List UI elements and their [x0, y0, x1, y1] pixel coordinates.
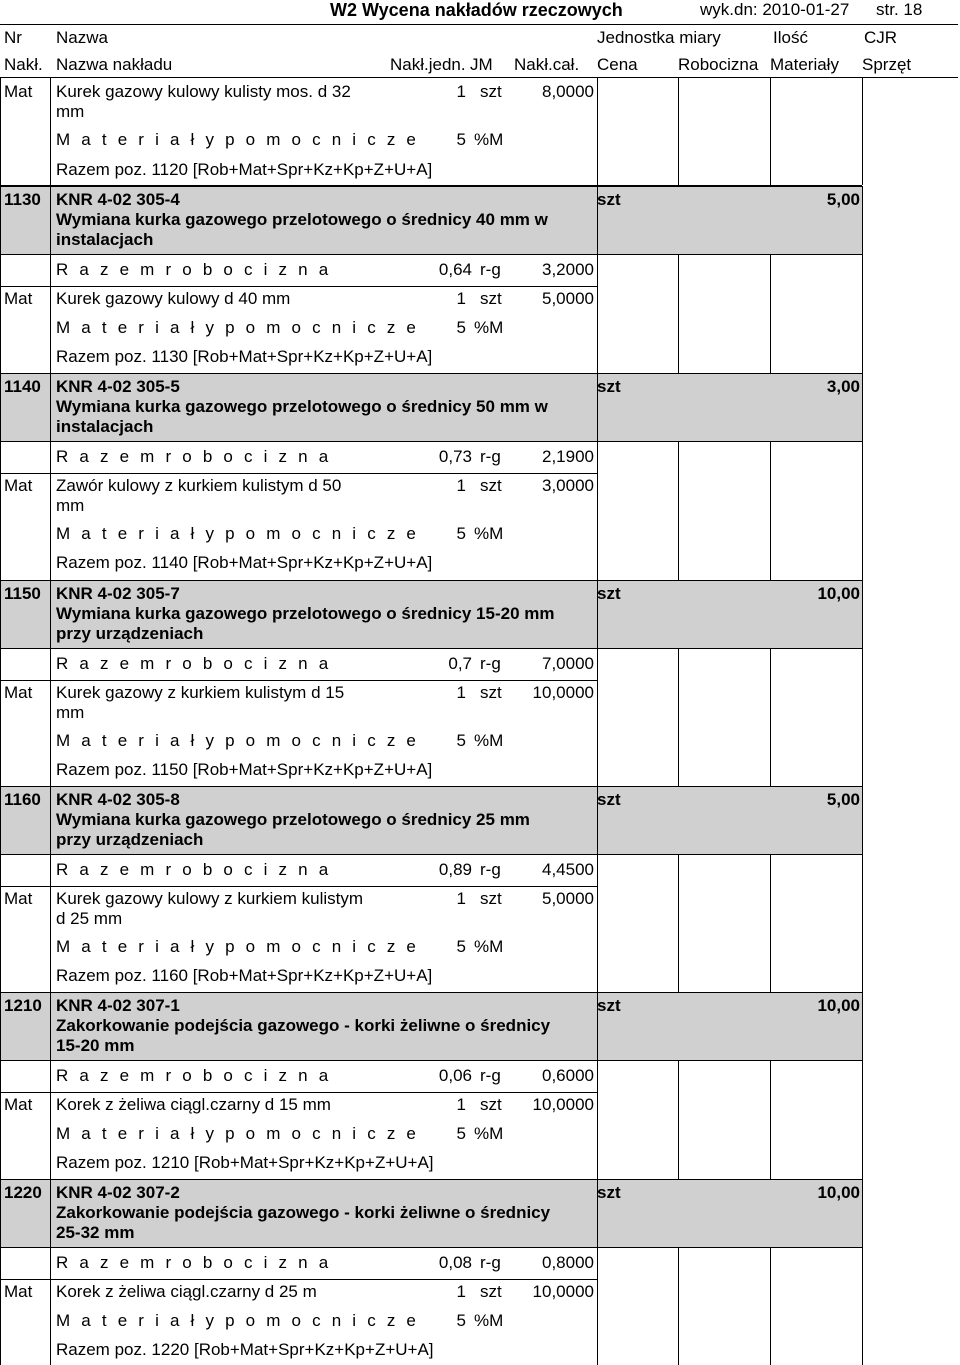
material-unit: szt: [480, 683, 502, 702]
col-cjr: CJR: [864, 28, 898, 47]
position-description-cont: 15-20 mm: [56, 1036, 135, 1055]
aux-materials-qty: 5: [456, 1124, 466, 1143]
position-knr: KNR 4-02 307-1: [56, 996, 180, 1015]
labour-total: 0,8000: [542, 1253, 594, 1272]
material-type: Mat: [4, 889, 33, 908]
aux-materials-qty: 5: [456, 1311, 466, 1330]
page-number: str. 18: [876, 0, 923, 19]
labour-total: 3,2000: [542, 260, 594, 279]
col-jm: JM: [470, 55, 493, 74]
labour-unit: r-g: [480, 1253, 501, 1272]
aux-materials-label: M a t e r i a ł y p o m o c n i c z e: [56, 937, 420, 956]
position-knr: KNR 4-02 305-4: [56, 190, 180, 209]
position-number: 1220: [4, 1183, 42, 1202]
aux-materials-unit: %M: [474, 937, 504, 956]
labour-label: R a z e m r o b o c i z n a: [56, 447, 332, 466]
aux-materials-qty: 5: [456, 524, 466, 543]
header-top-rule: [0, 24, 958, 25]
material-name-cont: mm: [56, 496, 85, 515]
col-cena: Cena: [597, 55, 638, 74]
material-unit: szt: [480, 1282, 502, 1301]
position-knr: KNR 4-02 307-2: [56, 1183, 180, 1202]
col-nazwa: Nazwa: [56, 28, 108, 47]
labour-qty: 0,73: [438, 447, 472, 466]
print-date: wyk.dn: 2010-01-27: [700, 0, 850, 19]
material-name: Korek z żeliwa ciągl.czarny d 15 mm: [56, 1095, 331, 1114]
material-qty: 1: [456, 683, 466, 702]
labour-total: 0,6000: [542, 1066, 594, 1085]
position-total-label: Razem poz. 1160 [Rob+Mat+Spr+Kz+Kp+Z+U+A]: [56, 966, 433, 985]
position-unit: szt: [597, 377, 621, 396]
position-description: Zakorkowanie podejścia gazowego - korki żeliwne o średnicy: [56, 1203, 551, 1222]
aux-materials-qty: 5: [456, 937, 466, 956]
position-quantity: 10,00: [817, 996, 860, 1015]
position-total-label: Razem poz. 1210 [Rob+Mat+Spr+Kz+Kp+Z+U+A]: [56, 1153, 434, 1172]
aux-materials-unit: %M: [474, 1311, 504, 1330]
material-unit: szt: [480, 889, 502, 908]
position-knr: KNR 4-02 305-5: [56, 377, 180, 396]
col-nazwa-nakladu: Nazwa nakładu: [56, 55, 173, 74]
aux-materials-label: M a t e r i a ł y p o m o c n i c z e: [56, 524, 420, 543]
labour-unit: r-g: [480, 260, 501, 279]
position-total-label: Razem poz. 1220 [Rob+Mat+Spr+Kz+Kp+Z+U+A]: [56, 1340, 434, 1359]
labour-label: R a z e m r o b o c i z n a: [56, 654, 332, 673]
material-qty: 1: [456, 1282, 466, 1301]
material-qty: 1: [456, 476, 466, 495]
material-total: 5,0000: [542, 289, 594, 308]
col-nakl-cal: Nakł.cał.: [514, 55, 580, 74]
col-sprzet: Sprzęt: [862, 55, 912, 74]
material-type: Mat: [4, 683, 33, 702]
material-unit: szt: [480, 476, 502, 495]
position-total-label: Razem poz. 1140 [Rob+Mat+Spr+Kz+Kp+Z+U+A]: [56, 553, 433, 572]
position-description: Wymiana kurka gazowego przelotowego o średnicy 50 mm w: [56, 397, 548, 416]
material-unit: szt: [480, 1095, 502, 1114]
labour-unit: r-g: [480, 447, 501, 466]
material-total: 3,0000: [542, 476, 594, 495]
aux-materials-unit: %M: [474, 130, 504, 149]
material-type: Mat: [4, 1282, 33, 1301]
material-qty: 1: [456, 289, 466, 308]
position-description: Zakorkowanie podejścia gazowego - korki żeliwne o średnicy: [56, 1016, 551, 1035]
col-ilosc: Ilość: [773, 28, 808, 47]
position-quantity: 3,00: [826, 377, 860, 396]
position-unit: szt: [597, 1183, 621, 1202]
material-type: Mat: [4, 1095, 33, 1114]
material-qty: 1: [456, 82, 466, 101]
aux-materials-unit: %M: [474, 1124, 504, 1143]
aux-materials-label: M a t e r i a ł y p o m o c n i c z e: [56, 130, 420, 149]
position-description-cont: 25-32 mm: [56, 1223, 135, 1242]
position-quantity: 10,00: [817, 584, 860, 603]
position-description-cont: instalacjach: [56, 230, 154, 249]
col-robocizna: Robocizna: [678, 55, 759, 74]
position-unit: szt: [597, 790, 621, 809]
header-bottom-rule: [0, 77, 958, 78]
material-type: Mat: [4, 289, 33, 308]
position-number: 1210: [4, 996, 42, 1015]
aux-materials-label: M a t e r i a ł y p o m o c n i c z e: [56, 1311, 420, 1330]
position-description-cont: instalacjach: [56, 417, 154, 436]
col-jednostka: Jednostka miary: [597, 28, 721, 47]
material-type: Mat: [4, 476, 33, 495]
position-description: Wymiana kurka gazowego przelotowego o średnicy 15-20 mm: [56, 604, 555, 623]
aux-materials-label: M a t e r i a ł y p o m o c n i c z e: [56, 1124, 420, 1143]
labour-qty: 0,7: [448, 654, 472, 673]
labour-total: 7,0000: [542, 654, 594, 673]
position-quantity: 5,00: [826, 190, 860, 209]
material-total: 5,0000: [542, 889, 594, 908]
position-description: Wymiana kurka gazowego przelotowego o średnicy 25 mm: [56, 810, 530, 829]
material-total: 10,0000: [532, 683, 594, 702]
position-unit: szt: [597, 190, 621, 209]
position-quantity: 5,00: [826, 790, 860, 809]
labour-unit: r-g: [480, 654, 501, 673]
material-name: Kurek gazowy kulowy z kurkiem kulistym: [56, 889, 364, 908]
aux-materials-unit: %M: [474, 524, 504, 543]
material-total: 10,0000: [532, 1095, 594, 1114]
material-name: Kurek gazowy z kurkiem kulistym d 15: [56, 683, 345, 702]
material-unit: szt: [480, 82, 502, 101]
labour-total: 4,4500: [542, 860, 594, 879]
material-total: 8,0000: [542, 82, 594, 101]
aux-materials-label: M a t e r i a ł y p o m o c n i c z e: [56, 318, 420, 337]
col-nr: Nr: [4, 28, 22, 47]
aux-materials-qty: 5: [456, 731, 466, 750]
position-number: 1150: [4, 584, 41, 603]
material-qty: 1: [456, 889, 466, 908]
material-name-cont: d 25 mm: [56, 909, 123, 928]
col-nakl-jedn: Nakł.jedn.: [390, 55, 466, 74]
labour-label: R a z e m r o b o c i z n a: [56, 1253, 332, 1272]
labour-qty: 0,89: [438, 860, 472, 879]
position-unit: szt: [597, 584, 621, 603]
material-name: Kurek gazowy kulowy kulisty mos. d 32: [56, 82, 351, 101]
position-unit: szt: [597, 996, 621, 1015]
labour-qty: 0,08: [438, 1253, 472, 1272]
position-number: 1130: [4, 190, 41, 209]
col-nakl: Nakł.: [4, 55, 43, 74]
position-description-cont: przy urządzeniach: [56, 830, 204, 849]
aux-materials-qty: 5: [456, 318, 466, 337]
position-knr: KNR 4-02 305-8: [56, 790, 180, 809]
material-type: Mat: [4, 82, 33, 101]
labour-unit: r-g: [480, 1066, 501, 1085]
labour-label: R a z e m r o b o c i z n a: [56, 1066, 332, 1085]
material-total: 10,0000: [532, 1282, 594, 1301]
labour-total: 2,1900: [542, 447, 594, 466]
position-knr: KNR 4-02 305-7: [56, 584, 180, 603]
aux-materials-unit: %M: [474, 731, 504, 750]
position-number: 1160: [4, 790, 41, 809]
material-name-cont: mm: [56, 703, 85, 722]
position-total-label: Razem poz. 1150 [Rob+Mat+Spr+Kz+Kp+Z+U+A]: [56, 760, 433, 779]
labour-label: R a z e m r o b o c i z n a: [56, 260, 332, 279]
material-name: Korek z żeliwa ciągl.czarny d 25 m: [56, 1282, 317, 1301]
labour-qty: 0,64: [438, 260, 472, 279]
material-qty: 1: [456, 1095, 466, 1114]
labour-unit: r-g: [480, 860, 501, 879]
aux-materials-unit: %M: [474, 318, 504, 337]
report-title: W2 Wycena nakładów rzeczowych: [330, 0, 623, 20]
aux-materials-label: M a t e r i a ł y p o m o c n i c z e: [56, 731, 420, 750]
position-total-label: Razem poz. 1120 [Rob+Mat+Spr+Kz+Kp+Z+U+A]: [56, 160, 433, 179]
position-description-cont: przy urządzeniach: [56, 624, 204, 643]
material-name: Zawór kulowy z kurkiem kulistym d 50: [56, 476, 342, 495]
col-materialy: Materiały: [770, 55, 839, 74]
position-total-label: Razem poz. 1130 [Rob+Mat+Spr+Kz+Kp+Z+U+A]: [56, 347, 433, 366]
aux-materials-qty: 5: [456, 130, 466, 149]
position-description: Wymiana kurka gazowego przelotowego o średnicy 40 mm w: [56, 210, 548, 229]
labour-label: R a z e m r o b o c i z n a: [56, 860, 332, 879]
material-name: Kurek gazowy kulowy d 40 mm: [56, 289, 291, 308]
position-number: 1140: [4, 377, 41, 396]
material-unit: szt: [480, 289, 502, 308]
labour-qty: 0,06: [438, 1066, 472, 1085]
material-name-cont: mm: [56, 102, 85, 121]
position-quantity: 10,00: [817, 1183, 860, 1202]
